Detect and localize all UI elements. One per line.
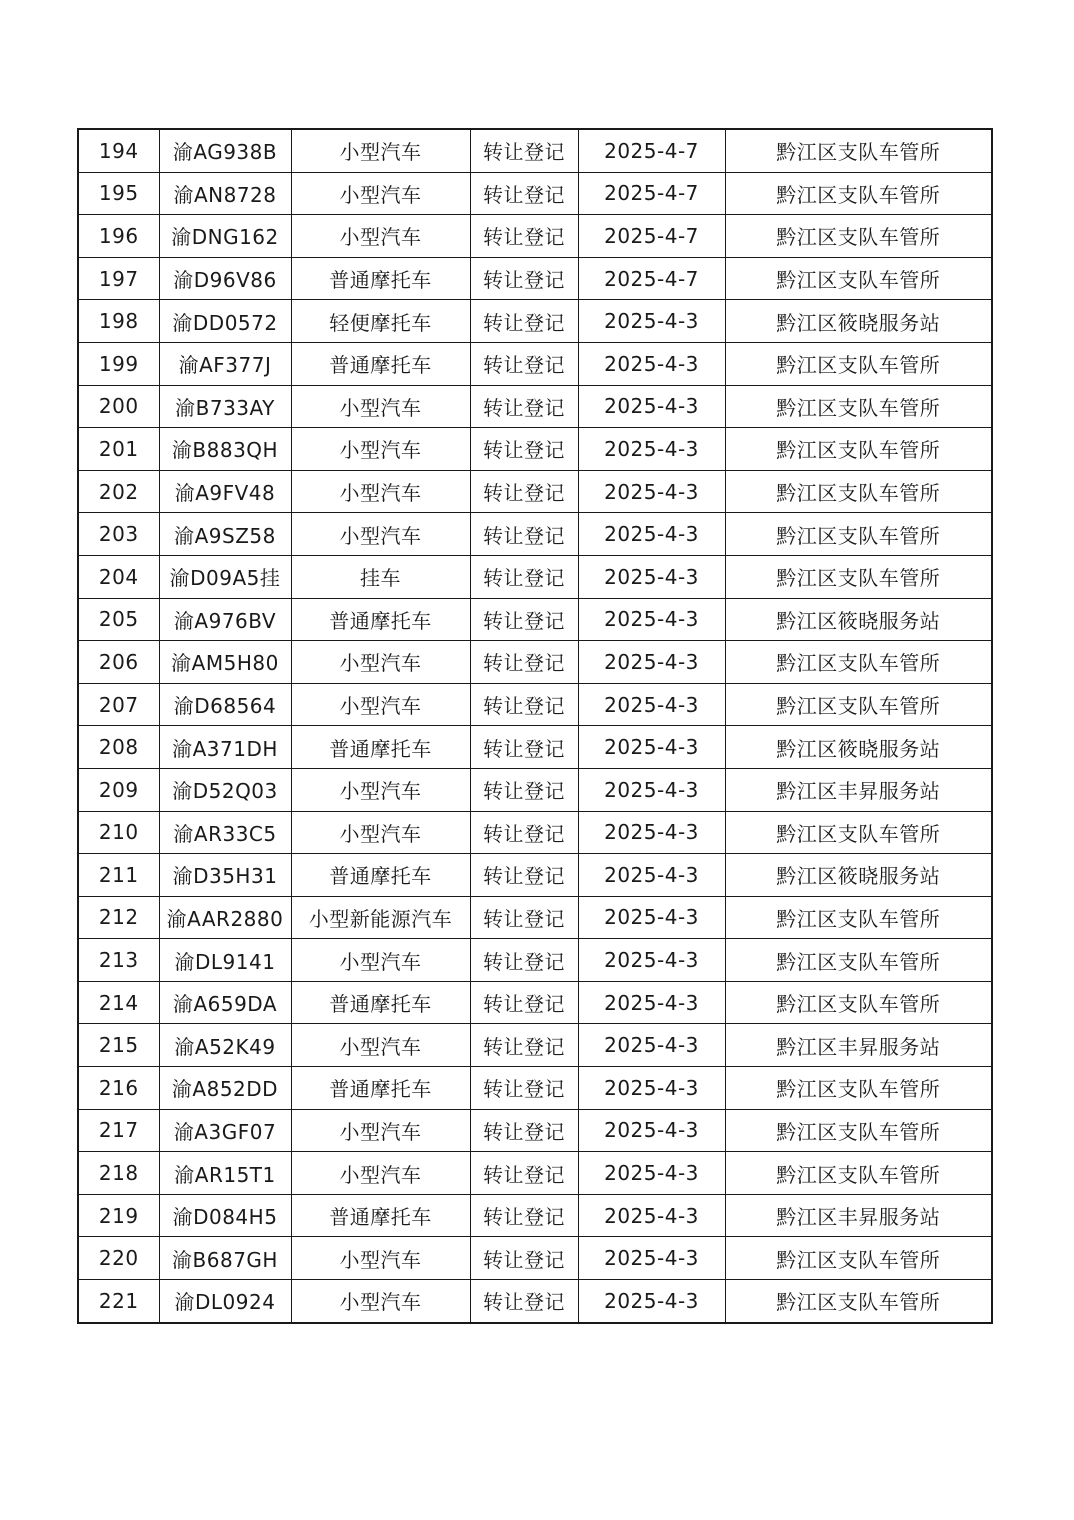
plate-cell: 渝A852DD: [159, 1067, 291, 1110]
business-cell: 转让登记: [470, 854, 578, 897]
table-row: [78, 641, 992, 684]
business-cell: 转让登记: [470, 939, 578, 982]
office-cell: 黔江区支队车管所: [725, 1109, 992, 1152]
plate-cell: 渝D35H31: [159, 854, 291, 897]
date-cell: 2025-4-3: [578, 555, 725, 598]
vehicle-type-cell: 普通摩托车: [291, 598, 470, 641]
business-cell: 转让登记: [470, 257, 578, 300]
table-row: [78, 1194, 992, 1237]
seq-cell: 207: [78, 683, 159, 726]
seq-cell: 218: [78, 1152, 159, 1195]
vehicle-type-cell: 小型汽车: [291, 1024, 470, 1067]
office-cell: 黔江区支队车管所: [725, 129, 992, 172]
date-cell: 2025-4-3: [578, 1067, 725, 1110]
vehicle-type-cell: 普通摩托车: [291, 1194, 470, 1237]
seq-cell: 204: [78, 555, 159, 598]
business-cell: 转让登记: [470, 598, 578, 641]
table-row: [78, 598, 992, 641]
date-cell: 2025-4-3: [578, 1109, 725, 1152]
business-cell: 转让登记: [470, 641, 578, 684]
vehicle-type-cell: 轻便摩托车: [291, 300, 470, 343]
table-row: [78, 513, 992, 556]
office-cell: 黔江区支队车管所: [725, 257, 992, 300]
date-cell: 2025-4-3: [578, 641, 725, 684]
table-row: [78, 1237, 992, 1280]
date-cell: 2025-4-3: [578, 1024, 725, 1067]
vehicle-type-cell: 小型汽车: [291, 470, 470, 513]
office-cell: 黔江区支队车管所: [725, 1237, 992, 1280]
vehicle-type-cell: 小型汽车: [291, 641, 470, 684]
office-cell: 黔江区支队车管所: [725, 939, 992, 982]
plate-cell: 渝AR33C5: [159, 811, 291, 854]
table-row: [78, 683, 992, 726]
business-cell: 转让登记: [470, 981, 578, 1024]
plate-cell: 渝AG938B: [159, 129, 291, 172]
plate-cell: 渝A976BV: [159, 598, 291, 641]
vehicle-type-cell: 普通摩托车: [291, 854, 470, 897]
date-cell: 2025-4-3: [578, 854, 725, 897]
vehicle-type-cell: 普通摩托车: [291, 726, 470, 769]
vehicle-type-cell: 小型汽车: [291, 683, 470, 726]
seq-cell: 208: [78, 726, 159, 769]
vehicle-type-cell: 普通摩托车: [291, 257, 470, 300]
date-cell: 2025-4-3: [578, 300, 725, 343]
table-body: [78, 129, 992, 1323]
vehicle-type-cell: 普通摩托车: [291, 1067, 470, 1110]
date-cell: 2025-4-3: [578, 981, 725, 1024]
business-cell: 转让登记: [470, 555, 578, 598]
table-row: [78, 981, 992, 1024]
seq-cell: 194: [78, 129, 159, 172]
table-row: [78, 555, 992, 598]
vehicle-type-cell: 小型汽车: [291, 1152, 470, 1195]
date-cell: 2025-4-3: [578, 1194, 725, 1237]
seq-cell: 217: [78, 1109, 159, 1152]
plate-cell: 渝B883QH: [159, 428, 291, 471]
date-cell: 2025-4-3: [578, 1280, 725, 1323]
plate-cell: 渝B733AY: [159, 385, 291, 428]
vehicle-type-cell: 普通摩托车: [291, 342, 470, 385]
office-cell: 黔江区支队车管所: [725, 555, 992, 598]
business-cell: 转让登记: [470, 1194, 578, 1237]
seq-cell: 221: [78, 1280, 159, 1323]
office-cell: 黔江区支队车管所: [725, 981, 992, 1024]
vehicle-type-cell: 小型汽车: [291, 768, 470, 811]
date-cell: 2025-4-3: [578, 598, 725, 641]
vehicle-type-cell: 小型汽车: [291, 215, 470, 258]
plate-cell: 渝DL9141: [159, 939, 291, 982]
business-cell: 转让登记: [470, 726, 578, 769]
business-cell: 转让登记: [470, 215, 578, 258]
vehicle-type-cell: 小型汽车: [291, 1109, 470, 1152]
business-cell: 转让登记: [470, 428, 578, 471]
table-row: [78, 939, 992, 982]
plate-cell: 渝D68564: [159, 683, 291, 726]
office-cell: 黔江区支队车管所: [725, 342, 992, 385]
business-cell: 转让登记: [470, 1152, 578, 1195]
business-cell: 转让登记: [470, 470, 578, 513]
date-cell: 2025-4-3: [578, 470, 725, 513]
vehicle-type-cell: 小型汽车: [291, 385, 470, 428]
seq-cell: 209: [78, 768, 159, 811]
office-cell: 黔江区筱晓服务站: [725, 854, 992, 897]
date-cell: 2025-4-3: [578, 683, 725, 726]
office-cell: 黔江区支队车管所: [725, 811, 992, 854]
table-row: [78, 172, 992, 215]
date-cell: 2025-4-7: [578, 172, 725, 215]
seq-cell: 197: [78, 257, 159, 300]
office-cell: 黔江区支队车管所: [725, 1280, 992, 1323]
date-cell: 2025-4-3: [578, 939, 725, 982]
business-cell: 转让登记: [470, 1109, 578, 1152]
plate-cell: 渝A659DA: [159, 981, 291, 1024]
table-row: [78, 1152, 992, 1195]
plate-cell: 渝A52K49: [159, 1024, 291, 1067]
table-row: [78, 1024, 992, 1067]
table-row: [78, 342, 992, 385]
business-cell: 转让登记: [470, 300, 578, 343]
plate-cell: 渝A9SZ58: [159, 513, 291, 556]
office-cell: 黔江区支队车管所: [725, 470, 992, 513]
table-row: [78, 385, 992, 428]
date-cell: 2025-4-7: [578, 215, 725, 258]
table-row: [78, 129, 992, 172]
office-cell: 黔江区筱晓服务站: [725, 598, 992, 641]
office-cell: 黔江区筱晓服务站: [725, 726, 992, 769]
vehicle-type-cell: 小型汽车: [291, 811, 470, 854]
date-cell: 2025-4-3: [578, 811, 725, 854]
date-cell: 2025-4-3: [578, 385, 725, 428]
plate-cell: 渝D084H5: [159, 1194, 291, 1237]
business-cell: 转让登记: [470, 1067, 578, 1110]
plate-cell: 渝D09A5挂: [159, 555, 291, 598]
vehicle-type-cell: 小型汽车: [291, 1237, 470, 1280]
vehicle-type-cell: 小型汽车: [291, 129, 470, 172]
table-row: [78, 1067, 992, 1110]
office-cell: 黔江区丰昇服务站: [725, 768, 992, 811]
seq-cell: 201: [78, 428, 159, 471]
office-cell: 黔江区支队车管所: [725, 385, 992, 428]
table-row: [78, 300, 992, 343]
table-row: [78, 768, 992, 811]
office-cell: 黔江区支队车管所: [725, 641, 992, 684]
seq-cell: 219: [78, 1194, 159, 1237]
date-cell: 2025-4-7: [578, 257, 725, 300]
business-cell: 转让登记: [470, 172, 578, 215]
seq-cell: 216: [78, 1067, 159, 1110]
plate-cell: 渝AF377J: [159, 342, 291, 385]
plate-cell: 渝DNG162: [159, 215, 291, 258]
plate-cell: 渝DD0572: [159, 300, 291, 343]
plate-cell: 渝D96V86: [159, 257, 291, 300]
date-cell: 2025-4-7: [578, 129, 725, 172]
table-row: [78, 257, 992, 300]
seq-cell: 206: [78, 641, 159, 684]
table-row: [78, 428, 992, 471]
business-cell: 转让登记: [470, 768, 578, 811]
seq-cell: 196: [78, 215, 159, 258]
table-row: [78, 811, 992, 854]
table-row: [78, 470, 992, 513]
business-cell: 转让登记: [470, 129, 578, 172]
plate-cell: 渝AN8728: [159, 172, 291, 215]
vehicle-type-cell: 挂车: [291, 555, 470, 598]
plate-cell: 渝AR15T1: [159, 1152, 291, 1195]
plate-cell: 渝AAR2880: [159, 896, 291, 939]
seq-cell: 199: [78, 342, 159, 385]
vehicle-type-cell: 小型汽车: [291, 939, 470, 982]
office-cell: 黔江区支队车管所: [725, 896, 992, 939]
business-cell: 转让登记: [470, 811, 578, 854]
seq-cell: 195: [78, 172, 159, 215]
office-cell: 黔江区支队车管所: [725, 683, 992, 726]
date-cell: 2025-4-3: [578, 1152, 725, 1195]
office-cell: 黔江区丰昇服务站: [725, 1024, 992, 1067]
business-cell: 转让登记: [470, 1280, 578, 1323]
seq-cell: 203: [78, 513, 159, 556]
table-row: [78, 1280, 992, 1323]
plate-cell: 渝A371DH: [159, 726, 291, 769]
date-cell: 2025-4-3: [578, 726, 725, 769]
date-cell: 2025-4-3: [578, 1237, 725, 1280]
plate-cell: 渝DL0924: [159, 1280, 291, 1323]
seq-cell: 213: [78, 939, 159, 982]
vehicle-transfer-table: [77, 128, 993, 1324]
office-cell: 黔江区支队车管所: [725, 1152, 992, 1195]
office-cell: 黔江区支队车管所: [725, 215, 992, 258]
table-row: [78, 215, 992, 258]
business-cell: 转让登记: [470, 385, 578, 428]
office-cell: 黔江区支队车管所: [725, 1067, 992, 1110]
business-cell: 转让登记: [470, 342, 578, 385]
seq-cell: 214: [78, 981, 159, 1024]
vehicle-type-cell: 小型汽车: [291, 428, 470, 471]
vehicle-type-cell: 小型汽车: [291, 172, 470, 215]
plate-cell: 渝A9FV48: [159, 470, 291, 513]
table-row: [78, 726, 992, 769]
plate-cell: 渝A3GF07: [159, 1109, 291, 1152]
business-cell: 转让登记: [470, 513, 578, 556]
business-cell: 转让登记: [470, 1237, 578, 1280]
office-cell: 黔江区支队车管所: [725, 513, 992, 556]
office-cell: 黔江区支队车管所: [725, 172, 992, 215]
seq-cell: 200: [78, 385, 159, 428]
table-row: [78, 896, 992, 939]
date-cell: 2025-4-3: [578, 513, 725, 556]
table-row: [78, 854, 992, 897]
business-cell: 转让登记: [470, 896, 578, 939]
seq-cell: 198: [78, 300, 159, 343]
business-cell: 转让登记: [470, 683, 578, 726]
date-cell: 2025-4-3: [578, 768, 725, 811]
vehicle-type-cell: 小型汽车: [291, 1280, 470, 1323]
table-row: [78, 1109, 992, 1152]
vehicle-type-cell: 小型汽车: [291, 513, 470, 556]
plate-cell: 渝AM5H80: [159, 641, 291, 684]
seq-cell: 215: [78, 1024, 159, 1067]
business-cell: 转让登记: [470, 1024, 578, 1067]
date-cell: 2025-4-3: [578, 342, 725, 385]
office-cell: 黔江区筱晓服务站: [725, 300, 992, 343]
plate-cell: 渝B687GH: [159, 1237, 291, 1280]
seq-cell: 212: [78, 896, 159, 939]
seq-cell: 205: [78, 598, 159, 641]
seq-cell: 210: [78, 811, 159, 854]
vehicle-type-cell: 小型新能源汽车: [291, 896, 470, 939]
seq-cell: 211: [78, 854, 159, 897]
seq-cell: 202: [78, 470, 159, 513]
date-cell: 2025-4-3: [578, 428, 725, 471]
plate-cell: 渝D52Q03: [159, 768, 291, 811]
date-cell: 2025-4-3: [578, 896, 725, 939]
vehicle-type-cell: 普通摩托车: [291, 981, 470, 1024]
office-cell: 黔江区支队车管所: [725, 428, 992, 471]
seq-cell: 220: [78, 1237, 159, 1280]
office-cell: 黔江区丰昇服务站: [725, 1194, 992, 1237]
